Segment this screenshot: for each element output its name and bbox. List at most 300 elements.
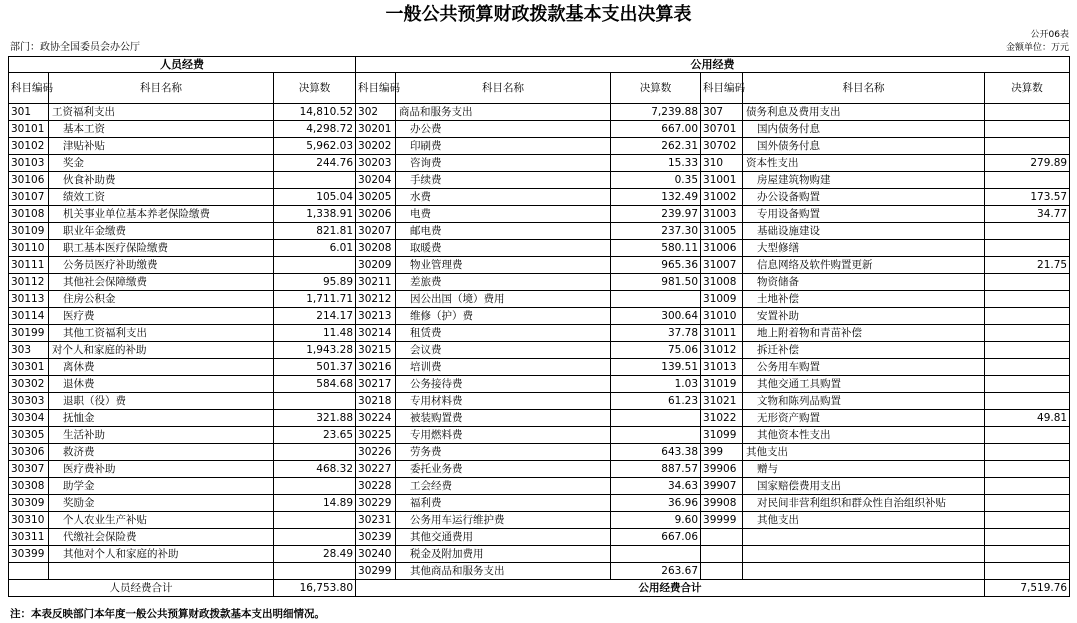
footnote: 注：本表反映部门本年度一般公共预算财政拨款基本支出明细情况。 [10, 608, 325, 620]
subject-name: 拆迁补偿 [743, 342, 985, 359]
col-header-name: 科目名称 [743, 73, 985, 104]
subject-code: 31021 [701, 393, 743, 410]
table-row [9, 461, 1070, 478]
subject-name: 抚恤金 [49, 410, 274, 427]
public-group-header: 公用经费 [356, 57, 1070, 73]
subject-code: 30207 [356, 223, 396, 240]
subject-code: 30217 [356, 376, 396, 393]
subject-code: 31002 [701, 189, 743, 206]
amount: 667.06 [611, 529, 701, 546]
amount: 981.50 [611, 274, 701, 291]
subject-code: 39999 [701, 512, 743, 529]
subject-name: 其他支出 [743, 512, 985, 529]
subject-code: 31013 [701, 359, 743, 376]
amount [985, 495, 1070, 512]
subject-name: 医疗费 [49, 308, 274, 325]
amount: 214.17 [274, 308, 356, 325]
subject-name: 工资福利支出 [49, 104, 274, 121]
subject-name [743, 529, 985, 546]
subject-code: 303 [9, 342, 49, 359]
subject-name: 会议费 [396, 342, 611, 359]
table-row [9, 274, 1070, 291]
subject-code: 39907 [701, 478, 743, 495]
subject-name: 其他对个人和家庭的补助 [49, 546, 274, 563]
subject-name: 因公出国（境）费用 [396, 291, 611, 308]
amount [985, 529, 1070, 546]
subject-code [701, 546, 743, 563]
table-row [9, 308, 1070, 325]
subject-code: 30214 [356, 325, 396, 342]
col-header-amount: 决算数 [985, 73, 1070, 104]
subject-name: 咨询费 [396, 155, 611, 172]
subject-code: 31003 [701, 206, 743, 223]
amount [985, 325, 1070, 342]
subject-code: 30226 [356, 444, 396, 461]
table-row [9, 444, 1070, 461]
amount [985, 376, 1070, 393]
subject-code: 30224 [356, 410, 396, 427]
amount: 36.96 [611, 495, 701, 512]
table-row [9, 240, 1070, 257]
col-header-name: 科目名称 [396, 73, 611, 104]
table-row [9, 138, 1070, 155]
subject-code [9, 563, 49, 580]
amount [611, 291, 701, 308]
amount: 887.57 [611, 461, 701, 478]
subject-code: 30113 [9, 291, 49, 308]
subject-name: 津贴补贴 [49, 138, 274, 155]
subject-name: 专用燃料费 [396, 427, 611, 444]
subject-code: 30306 [9, 444, 49, 461]
subject-code [701, 529, 743, 546]
amount: 300.64 [611, 308, 701, 325]
amount [274, 393, 356, 410]
amount: 34.77 [985, 206, 1070, 223]
subject-code: 30231 [356, 512, 396, 529]
subject-code: 30108 [9, 206, 49, 223]
subject-name: 公务用车购置 [743, 359, 985, 376]
subject-name: 其他工资福利支出 [49, 325, 274, 342]
personnel-total-value: 16,753.80 [274, 580, 356, 597]
subject-name: 国外债务付息 [743, 138, 985, 155]
amount [985, 223, 1070, 240]
subject-code: 31010 [701, 308, 743, 325]
amount: 15.33 [611, 155, 701, 172]
table-row [9, 563, 1070, 580]
subject-code: 31019 [701, 376, 743, 393]
subject-name: 债务利息及费用支出 [743, 104, 985, 121]
amount: 0.35 [611, 172, 701, 189]
subject-name: 邮电费 [396, 223, 611, 240]
subject-code: 30303 [9, 393, 49, 410]
subject-name: 奖金 [49, 155, 274, 172]
subject-code: 30102 [9, 138, 49, 155]
personnel-group-header: 人员经费 [9, 57, 356, 73]
subject-name: 助学金 [49, 478, 274, 495]
subject-code: 31007 [701, 257, 743, 274]
subject-code: 30309 [9, 495, 49, 512]
amount [985, 104, 1070, 121]
table-row [9, 155, 1070, 172]
subject-name: 医疗费补助 [49, 461, 274, 478]
table-row [9, 478, 1070, 495]
table-row [9, 342, 1070, 359]
subject-code: 30201 [356, 121, 396, 138]
amount: 11.48 [274, 325, 356, 342]
subject-name: 电费 [396, 206, 611, 223]
subject-name: 土地补偿 [743, 291, 985, 308]
amount: 61.23 [611, 393, 701, 410]
amount: 34.63 [611, 478, 701, 495]
subject-code: 30218 [356, 393, 396, 410]
table-row [9, 410, 1070, 427]
subject-code: 30302 [9, 376, 49, 393]
amount: 23.65 [274, 427, 356, 444]
subject-name: 对个人和家庭的补助 [49, 342, 274, 359]
subject-name: 伙食补助费 [49, 172, 274, 189]
amount: 21.75 [985, 257, 1070, 274]
table-row [9, 427, 1070, 444]
amount: 9.60 [611, 512, 701, 529]
subject-code: 30299 [356, 563, 396, 580]
personnel-total-label: 人员经费合计 [9, 580, 274, 597]
amount: 667.00 [611, 121, 701, 138]
subject-code: 30311 [9, 529, 49, 546]
subject-name: 公务员医疗补助缴费 [49, 257, 274, 274]
amount [274, 512, 356, 529]
amount: 321.88 [274, 410, 356, 427]
amount: 244.76 [274, 155, 356, 172]
col-header-amount: 决算数 [274, 73, 356, 104]
subject-name: 住房公积金 [49, 291, 274, 308]
amount-unit-label: 金额单位：万元 [1005, 43, 1069, 53]
subject-code: 30229 [356, 495, 396, 512]
subject-code: 307 [701, 104, 743, 121]
subject-code: 30106 [9, 172, 49, 189]
amount: 49.81 [985, 410, 1070, 427]
subject-name: 房屋建筑物购建 [743, 172, 985, 189]
subject-code: 30211 [356, 274, 396, 291]
amount [274, 172, 356, 189]
subject-code: 30204 [356, 172, 396, 189]
amount: 643.38 [611, 444, 701, 461]
subject-code: 30208 [356, 240, 396, 257]
subject-code: 30213 [356, 308, 396, 325]
subject-code: 30702 [701, 138, 743, 155]
subject-code: 31006 [701, 240, 743, 257]
subject-code: 30240 [356, 546, 396, 563]
subject-name: 专用设备购置 [743, 206, 985, 223]
subject-name: 个人农业生产补贴 [49, 512, 274, 529]
amount [985, 546, 1070, 563]
amount: 237.30 [611, 223, 701, 240]
amount [985, 291, 1070, 308]
amount: 139.51 [611, 359, 701, 376]
subject-code: 30109 [9, 223, 49, 240]
subject-code: 30304 [9, 410, 49, 427]
amount [985, 274, 1070, 291]
subject-code: 31022 [701, 410, 743, 427]
table-row [9, 121, 1070, 138]
subject-name: 物业管理费 [396, 257, 611, 274]
subject-name: 其他交通费用 [396, 529, 611, 546]
subject-code: 30107 [9, 189, 49, 206]
amount: 468.32 [274, 461, 356, 478]
amount [274, 444, 356, 461]
subject-name: 其他商品和服务支出 [396, 563, 611, 580]
amount: 501.37 [274, 359, 356, 376]
subject-name: 国家赔偿费用支出 [743, 478, 985, 495]
subject-code: 30111 [9, 257, 49, 274]
subject-name: 取暖费 [396, 240, 611, 257]
amount [985, 512, 1070, 529]
public-total-label: 公用经费合计 [356, 580, 985, 597]
subject-code: 30308 [9, 478, 49, 495]
subject-name [49, 563, 274, 580]
subject-name: 国内债务付息 [743, 121, 985, 138]
subject-code: 30305 [9, 427, 49, 444]
subject-code: 39906 [701, 461, 743, 478]
amount: 239.97 [611, 206, 701, 223]
subject-name: 救济费 [49, 444, 274, 461]
subject-code: 31001 [701, 172, 743, 189]
subject-name [743, 563, 985, 580]
amount: 821.81 [274, 223, 356, 240]
subject-name: 维修（护）费 [396, 308, 611, 325]
amount [985, 172, 1070, 189]
subject-name: 奖励金 [49, 495, 274, 512]
subject-name: 信息网络及软件购置更新 [743, 257, 985, 274]
subject-code: 31008 [701, 274, 743, 291]
subject-name: 安置补助 [743, 308, 985, 325]
subject-name: 办公费 [396, 121, 611, 138]
subject-name: 委托业务费 [396, 461, 611, 478]
amount: 14,810.52 [274, 104, 356, 121]
subject-code: 30701 [701, 121, 743, 138]
subject-name: 手续费 [396, 172, 611, 189]
subject-code: 30227 [356, 461, 396, 478]
subject-name: 对民间非营利组织和群众性自治组织补贴 [743, 495, 985, 512]
subject-name: 文物和陈列品购置 [743, 393, 985, 410]
subject-code: 399 [701, 444, 743, 461]
subject-name: 印刷费 [396, 138, 611, 155]
subject-code: 30112 [9, 274, 49, 291]
subject-code: 31099 [701, 427, 743, 444]
table-row [9, 529, 1070, 546]
table-row [9, 495, 1070, 512]
amount: 1,943.28 [274, 342, 356, 359]
subject-code: 30199 [9, 325, 49, 342]
subject-name: 离休费 [49, 359, 274, 376]
subject-name: 其他资本性支出 [743, 427, 985, 444]
subject-name: 退职（役）费 [49, 393, 274, 410]
amount: 95.89 [274, 274, 356, 291]
amount [985, 461, 1070, 478]
subject-code: 39908 [701, 495, 743, 512]
table-row [9, 359, 1070, 376]
subject-code: 30203 [356, 155, 396, 172]
subject-name: 职工基本医疗保险缴费 [49, 240, 274, 257]
subject-name: 福利费 [396, 495, 611, 512]
amount [985, 478, 1070, 495]
amount: 132.49 [611, 189, 701, 206]
amount: 105.04 [274, 189, 356, 206]
amount [985, 240, 1070, 257]
subject-code: 30239 [356, 529, 396, 546]
amount: 5,962.03 [274, 138, 356, 155]
amount: 37.78 [611, 325, 701, 342]
amount [985, 444, 1070, 461]
report-title: 一般公共预算财政拨款基本支出决算表 [385, 4, 692, 25]
amount: 584.68 [274, 376, 356, 393]
subject-name: 绩效工资 [49, 189, 274, 206]
subject-name: 其他社会保障缴费 [49, 274, 274, 291]
table-row [9, 206, 1070, 223]
subject-code: 301 [9, 104, 49, 121]
amount [985, 393, 1070, 410]
subject-name: 无形资产购置 [743, 410, 985, 427]
subject-name: 生活补助 [49, 427, 274, 444]
subject-name: 差旅费 [396, 274, 611, 291]
amount: 14.89 [274, 495, 356, 512]
subject-code: 30307 [9, 461, 49, 478]
table-row [9, 325, 1070, 342]
subject-code: 30110 [9, 240, 49, 257]
subject-code: 30101 [9, 121, 49, 138]
subject-name: 其他支出 [743, 444, 985, 461]
subject-code: 30206 [356, 206, 396, 223]
subject-name: 办公设备购置 [743, 189, 985, 206]
subject-code: 310 [701, 155, 743, 172]
amount: 1.03 [611, 376, 701, 393]
subject-code: 30103 [9, 155, 49, 172]
subject-code: 30310 [9, 512, 49, 529]
amount [985, 121, 1070, 138]
subject-name: 物资储备 [743, 274, 985, 291]
subject-name: 水费 [396, 189, 611, 206]
amount [985, 563, 1070, 580]
subject-code: 30205 [356, 189, 396, 206]
table-row [9, 291, 1070, 308]
subject-name: 被装购置费 [396, 410, 611, 427]
amount [274, 257, 356, 274]
amount: 279.89 [985, 155, 1070, 172]
subject-code: 31005 [701, 223, 743, 240]
table-row [9, 257, 1070, 274]
subject-name: 培训费 [396, 359, 611, 376]
subject-name: 工会经费 [396, 478, 611, 495]
subject-name: 劳务费 [396, 444, 611, 461]
subject-code: 30215 [356, 342, 396, 359]
amount [274, 563, 356, 580]
table-row [9, 546, 1070, 563]
subject-code: 30225 [356, 427, 396, 444]
amount [274, 529, 356, 546]
amount [985, 342, 1070, 359]
table-body [9, 104, 1070, 580]
amount: 1,711.71 [274, 291, 356, 308]
subject-name: 其他交通工具购置 [743, 376, 985, 393]
public-total-value: 7,519.76 [985, 580, 1070, 597]
amount: 965.36 [611, 257, 701, 274]
amount: 4,298.72 [274, 121, 356, 138]
subject-code: 30114 [9, 308, 49, 325]
amount [611, 546, 701, 563]
subject-name: 职业年金缴费 [49, 223, 274, 240]
subject-name: 专用材料费 [396, 393, 611, 410]
subject-code: 30209 [356, 257, 396, 274]
table-row [9, 393, 1070, 410]
table-row [9, 376, 1070, 393]
subject-code [701, 563, 743, 580]
subject-name: 基本工资 [49, 121, 274, 138]
amount [985, 308, 1070, 325]
col-header-code: 科目编码 [701, 73, 743, 104]
department-label: 部门：政协全国委员会办公厅 [10, 42, 140, 53]
expenditure-table [8, 56, 1070, 597]
amount [611, 427, 701, 444]
amount: 1,338.91 [274, 206, 356, 223]
subject-code: 30212 [356, 291, 396, 308]
table-row [9, 189, 1070, 206]
amount [274, 478, 356, 495]
amount: 6.01 [274, 240, 356, 257]
subject-code: 30202 [356, 138, 396, 155]
subject-name: 租赁费 [396, 325, 611, 342]
col-header-amount: 决算数 [611, 73, 701, 104]
amount [985, 427, 1070, 444]
subject-name: 资本性支出 [743, 155, 985, 172]
amount: 7,239.88 [611, 104, 701, 121]
subject-name: 税金及附加费用 [396, 546, 611, 563]
table-row [9, 104, 1070, 121]
amount [985, 359, 1070, 376]
subject-code: 30301 [9, 359, 49, 376]
subject-name: 大型修缮 [743, 240, 985, 257]
subject-code: 31009 [701, 291, 743, 308]
amount: 263.67 [611, 563, 701, 580]
totals-row [9, 580, 1070, 597]
subject-name: 商品和服务支出 [396, 104, 611, 121]
subject-code: 31011 [701, 325, 743, 342]
table-row [9, 223, 1070, 240]
col-header-code: 科目编码 [356, 73, 396, 104]
subject-name: 基础设施建设 [743, 223, 985, 240]
amount: 75.06 [611, 342, 701, 359]
subject-code: 302 [356, 104, 396, 121]
subject-name: 退休费 [49, 376, 274, 393]
table-row [9, 512, 1070, 529]
table-row [9, 172, 1070, 189]
col-header-code: 科目编码 [9, 73, 49, 104]
subject-code: 30216 [356, 359, 396, 376]
form-number: 公开06表 [1030, 30, 1069, 40]
subject-name: 机关事业单位基本养老保险缴费 [49, 206, 274, 223]
subject-name: 地上附着物和青苗补偿 [743, 325, 985, 342]
subject-name: 公务用车运行维护费 [396, 512, 611, 529]
amount: 580.11 [611, 240, 701, 257]
subject-name: 赠与 [743, 461, 985, 478]
subject-code: 30228 [356, 478, 396, 495]
amount [985, 138, 1070, 155]
subject-code: 31012 [701, 342, 743, 359]
amount: 173.57 [985, 189, 1070, 206]
subject-name: 公务接待费 [396, 376, 611, 393]
amount: 28.49 [274, 546, 356, 563]
subject-name [743, 546, 985, 563]
col-header-name: 科目名称 [49, 73, 274, 104]
amount: 262.31 [611, 138, 701, 155]
